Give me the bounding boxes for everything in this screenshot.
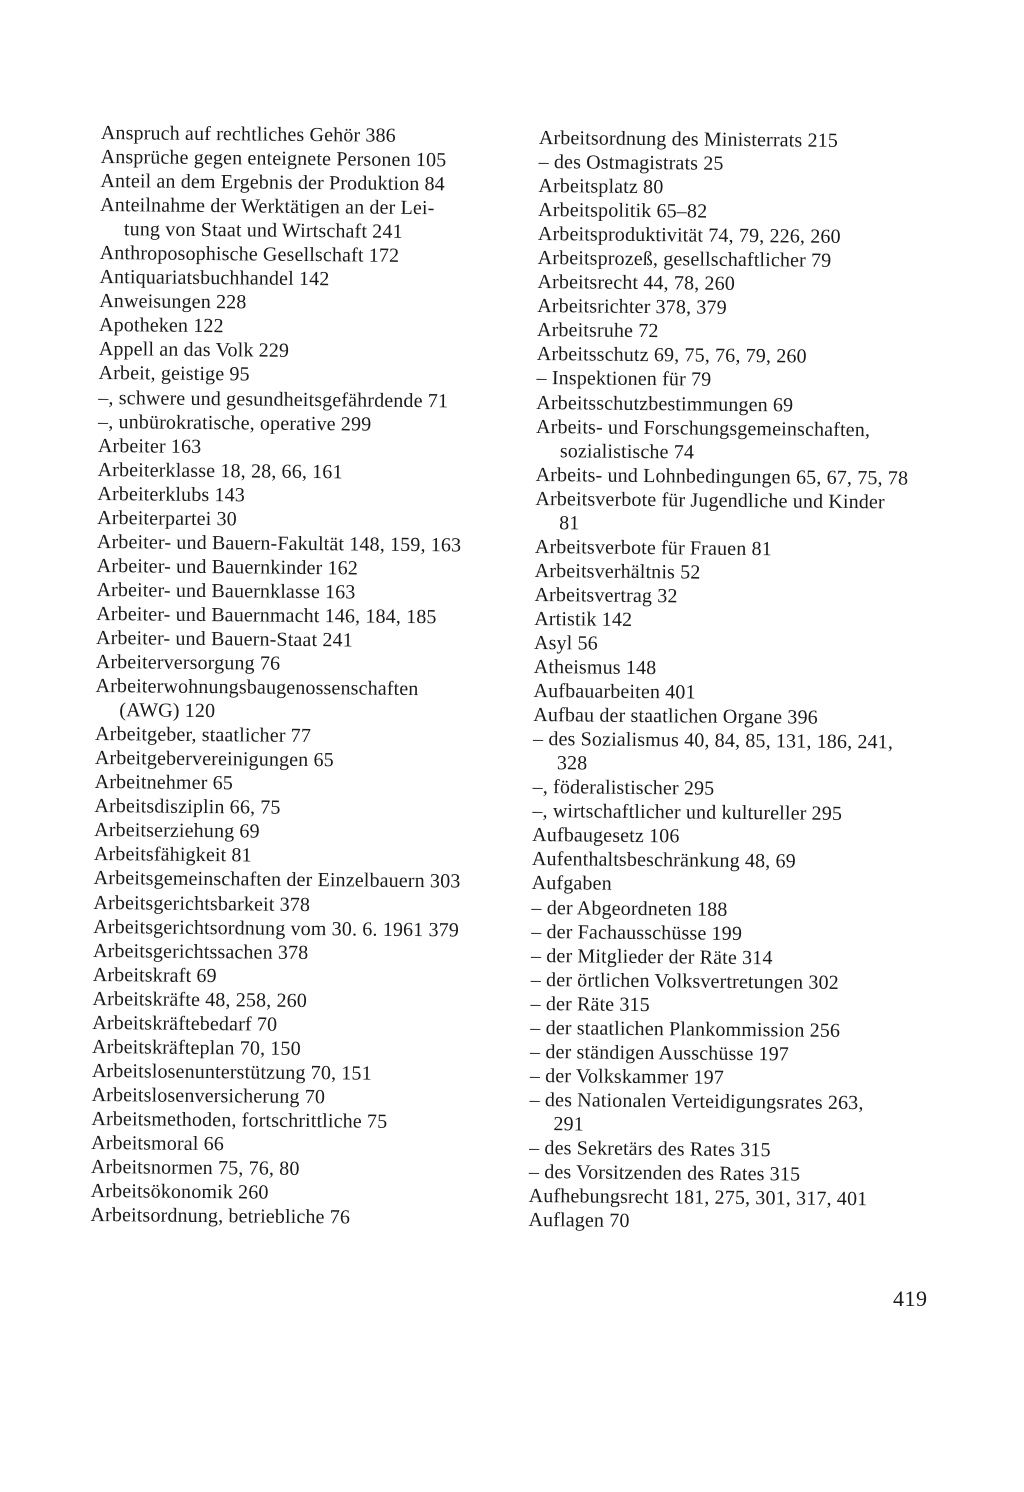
index-entry	[530, 992, 940, 1020]
index-entry-text: – des Nationalen Verteidigungsrates 263,	[529, 1088, 864, 1115]
index-entry-text: Anteil an dem Ergebnis der Produktion 84	[100, 170, 445, 196]
index-entry	[98, 361, 510, 389]
index-entry	[536, 463, 946, 491]
index-entry-text: – der Mitglieder der Räte 314	[530, 944, 773, 969]
index-entry	[92, 987, 504, 1015]
index-entry	[531, 968, 941, 996]
index-entry	[533, 727, 943, 779]
index-entry-text: – der Räte 315	[530, 992, 650, 1016]
index-entry	[93, 939, 505, 967]
index-entry-text: Arbeitgeber, staatlicher 77	[95, 723, 312, 748]
index-entry-text: Antiquariatsbuchhandel 142	[99, 266, 330, 291]
index-entry	[531, 895, 941, 923]
index-entry-text: Anspruch auf rechtliches Gehör 386	[100, 121, 396, 147]
index-entry	[93, 890, 505, 918]
index-entry-text: Arbeitsrecht 44, 78, 260	[537, 271, 736, 296]
index-entry-text: Arbeitsverhältnis 52	[534, 559, 701, 584]
index-entry	[536, 415, 946, 467]
index-entry	[532, 871, 942, 899]
index-entry	[528, 1208, 938, 1236]
index-entry-text: Arbeiterpartei 30	[97, 506, 238, 531]
index-entry	[97, 482, 509, 510]
index-entry-text: Appell an das Volk 229	[98, 338, 290, 363]
index-entry	[92, 1035, 504, 1063]
index-entry-text: Arbeitsrichter 378, 379	[537, 295, 727, 320]
index-entry	[536, 366, 946, 394]
index-entry-text: Arbeit, geistige 95	[98, 362, 250, 386]
index-entry	[100, 193, 512, 245]
index-entry-text: –, schwere und gesundheitsgefährdende 71	[98, 386, 449, 412]
index-entry	[536, 391, 946, 419]
index-entry-continuation: sozialistische 74	[559, 439, 695, 464]
index-entry	[98, 386, 510, 414]
index-entry-text: Arbeitslosenversicherung 70	[91, 1083, 326, 1109]
index-entry	[94, 866, 506, 894]
index-entry-text: Arbeitskräftebedarf 70	[92, 1011, 278, 1036]
index-entry-text: Arbeitsmethoden, fortschrittliche 75	[91, 1107, 388, 1133]
index-entry-text: Arbeitsgerichtssachen 378	[92, 939, 309, 964]
index-entry-continuation: (AWG) 120	[119, 699, 216, 723]
index-entry-text: Arbeiter- und Bauern-Staat 241	[95, 626, 353, 652]
index-entry-text: Arbeitnehmer 65	[94, 771, 234, 795]
index-entry-text: – des Sekretärs des Rates 315	[529, 1136, 771, 1162]
index-entry-text: –, wirtschaftlicher und kultureller 295	[532, 800, 843, 826]
index-entry-text: Asyl 56	[533, 631, 598, 655]
index-entry-text: Arbeitgebervereinigungen 65	[94, 747, 334, 772]
index-entry-text: Arbeitskräfteplan 70, 150	[92, 1035, 301, 1060]
index-entry	[535, 535, 945, 563]
index-entry	[95, 674, 507, 726]
index-entry-text: Ansprüche gegen enteignete Personen 105	[100, 146, 447, 172]
index-entry-text: Auflagen 70	[528, 1209, 630, 1233]
index-entry-continuation: 291	[553, 1113, 584, 1136]
index-entry-text: – des Vorsitzenden des Rates 315	[528, 1160, 801, 1186]
index-entry-text: Anweisungen 228	[99, 290, 247, 314]
index-entry-text: Apotheken 122	[98, 314, 224, 338]
index-entry-text: Arbeitsökonomik 260	[90, 1180, 269, 1204]
index-entry-text: Arbeitsordnung des Ministerrats 215	[538, 126, 839, 152]
index-entry	[92, 1011, 504, 1039]
index-entry	[98, 458, 510, 486]
index-entry-text: Arbeitsmoral 66	[91, 1131, 225, 1156]
index-entry-text: Arbeitsgemeinschaften der Einzelbauern 303	[93, 867, 461, 893]
index-entry	[531, 920, 941, 948]
index-entry	[98, 434, 510, 462]
index-entry-text: Arbeiter- und Bauernkinder 162	[96, 554, 359, 580]
index-entry-continuation: 328	[556, 752, 588, 775]
index-entry-text: – der Fachausschüsse 199	[531, 920, 743, 945]
index-entry-text: Arbeiter 163	[97, 434, 202, 458]
index-entry-text: Arbeitskräfte 48, 258, 260	[92, 987, 308, 1012]
index-entry-text: Arbeits- und Forschungsgemeinschaften,	[536, 415, 871, 441]
index-entry-text: Arbeitsproduktivität 74, 79, 226, 260	[537, 223, 841, 249]
index-entry-text: – der Volkskammer 197	[529, 1064, 725, 1089]
index-entry-text: Arbeitsordnung, betriebliche 76	[90, 1204, 351, 1229]
index-entry-text: Anteilnahme der Werktätigen an der Lei-	[100, 194, 435, 220]
index-entry-text: Arbeitsschutz 69, 75, 76, 79, 260	[536, 343, 807, 369]
index-entry-text: Arbeiterklasse 18, 28, 66, 161	[97, 458, 343, 483]
index-entry-text: Arbeitsnormen 75, 76, 80	[90, 1155, 300, 1180]
index-entry	[530, 1016, 940, 1044]
index-column-left	[90, 121, 513, 1231]
index-entry-text: Arbeitsdisziplin 66, 75	[94, 795, 281, 820]
index-entry	[93, 915, 505, 943]
index-entry-text: Aufbau der staatlichen Organe 396	[533, 704, 818, 729]
index-entry-text: Arbeitsschutzbestimmungen 69	[536, 391, 794, 416]
index-entry-text: Arbeiterversorgung 76	[95, 651, 281, 675]
index-entry-continuation: 81	[559, 511, 580, 535]
index-entry-text: – der örtlichen Volksvertretungen 302	[530, 968, 839, 994]
index-entry-text: Arbeitsgerichtsbarkeit 378	[93, 891, 311, 916]
index-entry	[98, 410, 510, 438]
index-entry-text: Arbeitsruhe 72	[536, 319, 659, 343]
index-entry-text: Anthroposophische Gesellschaft 172	[99, 242, 400, 268]
index-entry-text: – des Sozialismus 40, 84, 85, 131, 186, 241,	[533, 728, 894, 754]
index-entry-text: Arbeiter- und Bauernmacht 146, 184, 185	[96, 602, 437, 629]
index-entry-text: – Inspektionen für 79	[536, 367, 712, 392]
index-entry-text: Aufhebungsrecht 181, 275, 301, 317, 401	[528, 1185, 868, 1211]
index-entry-text: Aufbauarbeiten 401	[533, 680, 696, 704]
page-number: 419	[893, 1286, 928, 1311]
index-entry-text: Arbeiter- und Bauernklasse 163	[96, 578, 356, 604]
index-entry-text: – des Ostmagistrats 25	[538, 151, 724, 175]
index-entry-text: Arbeitsverbote für Jugendliche und Kinder	[535, 487, 885, 514]
index-entry	[93, 963, 505, 991]
index-entry-text: Arbeitsfähigkeit 81	[93, 843, 252, 867]
index-entry	[531, 944, 941, 972]
index-entry-text: Arbeiterwohnungsbaugenossenschaften	[95, 675, 419, 701]
index-entry-text: Aufbaugesetz 106	[532, 824, 680, 848]
index-entry-text: Arbeiter- und Bauern-Fakultät 148, 159, 163	[96, 530, 462, 557]
index-entry-text: Arbeitsplatz 80	[538, 175, 664, 199]
index-entry-text: –, föderalistischer 295	[532, 776, 715, 800]
index-entry-text: Arbeitsvertrag 32	[534, 583, 678, 608]
index-entry-text: Artistik 142	[534, 607, 633, 631]
index-entry-text: Arbeits- und Lohnbedingungen 65, 67, 75, 78	[535, 463, 909, 490]
index-entry-text: Atheismus 148	[533, 656, 657, 680]
index-entry-continuation: tung von Staat und Wirtschaft 241	[123, 218, 403, 244]
index-entry	[529, 1088, 939, 1140]
index-entry-text: Arbeitsgerichtsordnung vom 30. 6. 1961 379	[93, 915, 460, 942]
index-entry	[97, 506, 509, 534]
index-entry-text: Arbeitskraft 69	[92, 963, 217, 987]
index-entry-text: Arbeitsverbote für Frauen 81	[534, 535, 772, 561]
index-entry-text: Arbeitserziehung 69	[94, 819, 260, 843]
index-entry-text: Aufenthaltsbeschränkung 48, 69	[531, 848, 796, 873]
index-entry	[535, 487, 945, 539]
index-entry-text: Arbeitspolitik 65–82	[538, 199, 708, 223]
index-entry-text: Arbeitsprozeß, gesellschaftlicher 79	[537, 247, 832, 273]
index-entry-text: Arbeitslosenunterstützung 70, 151	[91, 1059, 372, 1085]
index-entry-text: Aufgaben	[531, 872, 612, 896]
index-entry-text: – der Abgeordneten 188	[531, 896, 728, 921]
index-entry-text: –, unbürokratische, operative 299	[98, 410, 372, 436]
index-entry-text: – der staatlichen Plankommission 256	[530, 1016, 841, 1042]
index-column-right	[528, 126, 949, 1236]
index-entry-text: Arbeiterklubs 143	[97, 482, 246, 507]
index-entry	[90, 1203, 502, 1231]
index-entry	[530, 1040, 940, 1068]
index-entry-text: – der ständigen Ausschüsse 197	[530, 1040, 790, 1066]
